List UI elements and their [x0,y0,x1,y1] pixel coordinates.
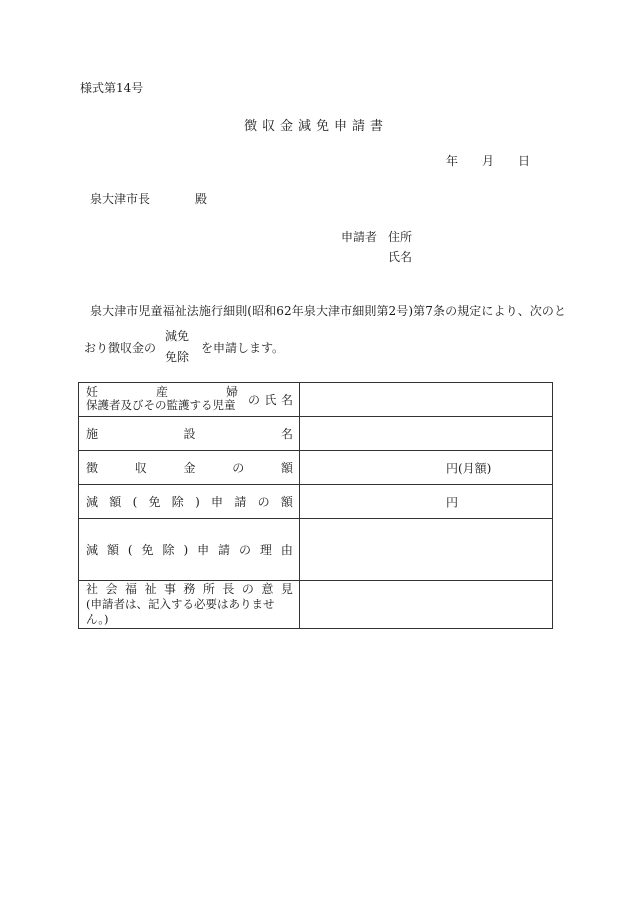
label-guardian: 保護者及びその監護する児童 [86,398,236,413]
field-name[interactable] [300,383,553,417]
unit-yen-monthly: 円(月額) [446,461,492,475]
label-char: 理 [259,543,272,557]
field-requested-amount[interactable] [300,485,553,519]
addressee [90,193,207,205]
label-char: 事 [163,582,176,597]
label-char: の [241,582,254,597]
label-requested-amount [79,485,300,519]
label-char: ) [195,494,200,509]
date-day: 日 [518,154,531,168]
label-char: 名 [280,392,293,407]
body-text-line2-suffix: を申請します。 [201,341,285,355]
date-year: 年 [446,154,459,168]
label-char: 額 [280,461,293,475]
label-char: 社 [86,582,99,597]
option-reduction: 減免 [165,329,190,343]
opinion-note: (申請者は、記入する必要はありません。) [86,596,275,626]
body-text-line1: 泉大津市児童福祉法施行細則(昭和62年泉大津市細則第2号)第7条の規定により、次のと [90,304,567,318]
table-row-reason [79,519,553,581]
label-char: 額 [109,495,122,509]
label-char: 減 [86,543,99,557]
label-facility [79,417,300,451]
field-facility[interactable] [300,417,553,451]
field-reason[interactable] [300,519,553,581]
label-char: 額 [280,495,293,509]
label-char: 徴 [86,461,99,475]
applicant-label: 申請者 [341,230,378,244]
label-char: 申 [197,543,210,557]
label-char: 額 [106,543,119,557]
label-char: 務 [183,582,196,597]
label-char: 除 [162,543,175,557]
addressee-name: 泉大津市長 [90,192,151,206]
label-char: 産 [155,385,168,399]
label-reason [79,519,300,581]
label-char: 免 [148,495,161,509]
table-row-name [79,383,553,417]
label-char: 妊 [86,385,99,399]
label-char: 収 [134,461,147,475]
label-char: の [238,543,251,557]
label-char: ( [132,494,138,509]
field-opinion[interactable] [300,581,553,629]
label-char: 申 [211,495,224,509]
label-char: 設 [183,427,196,441]
label-opinion [79,581,300,629]
label-char: 会 [105,582,118,597]
application-table [78,382,553,629]
body-text-line2-prefix: おり徴収金の [84,341,157,355]
field-collection-amount[interactable] [300,451,553,485]
label-char: 施 [86,427,99,441]
label-char: 名 [280,427,293,441]
label-char: 除 [171,495,184,509]
date-line [446,155,530,167]
label-char: の [257,495,270,509]
addressee-honorific: 殿 [195,192,208,206]
date-month: 月 [482,154,495,168]
label-char: 福 [124,582,137,597]
label-char: 請 [234,495,247,509]
label-char: の [232,461,245,475]
applicant-address-label: 住所 [388,230,413,244]
label-char: の [248,392,261,407]
form-title: 徴収金減免申請書 [244,119,389,134]
table-row-requested-amount [79,485,553,519]
label-char: ) [183,542,189,557]
label-char: 祉 [144,582,157,597]
label-char: 由 [280,543,293,557]
unit-yen: 円 [446,495,459,509]
label-char: 免 [141,543,154,557]
label-char: 氏 [264,392,277,407]
label-char: 減 [86,495,99,509]
label-char: 請 [218,543,231,557]
label-char: 意 [261,582,274,597]
label-collection-amount [79,451,300,485]
form-number: 様式第14号 [80,81,144,95]
label-char: 金 [183,461,196,475]
table-row-opinion [79,581,553,629]
table-row-collection-amount [79,451,553,485]
label-char: 所 [202,582,215,597]
applicant-name-label: 氏名 [388,250,413,264]
label-char: 見 [280,582,293,597]
option-exemption: 免除 [165,350,190,364]
label-char: 長 [222,582,235,597]
label-char: 婦 [225,385,238,399]
label-char: ( [127,542,133,557]
label-name [79,383,300,417]
table-row-facility [79,417,553,451]
